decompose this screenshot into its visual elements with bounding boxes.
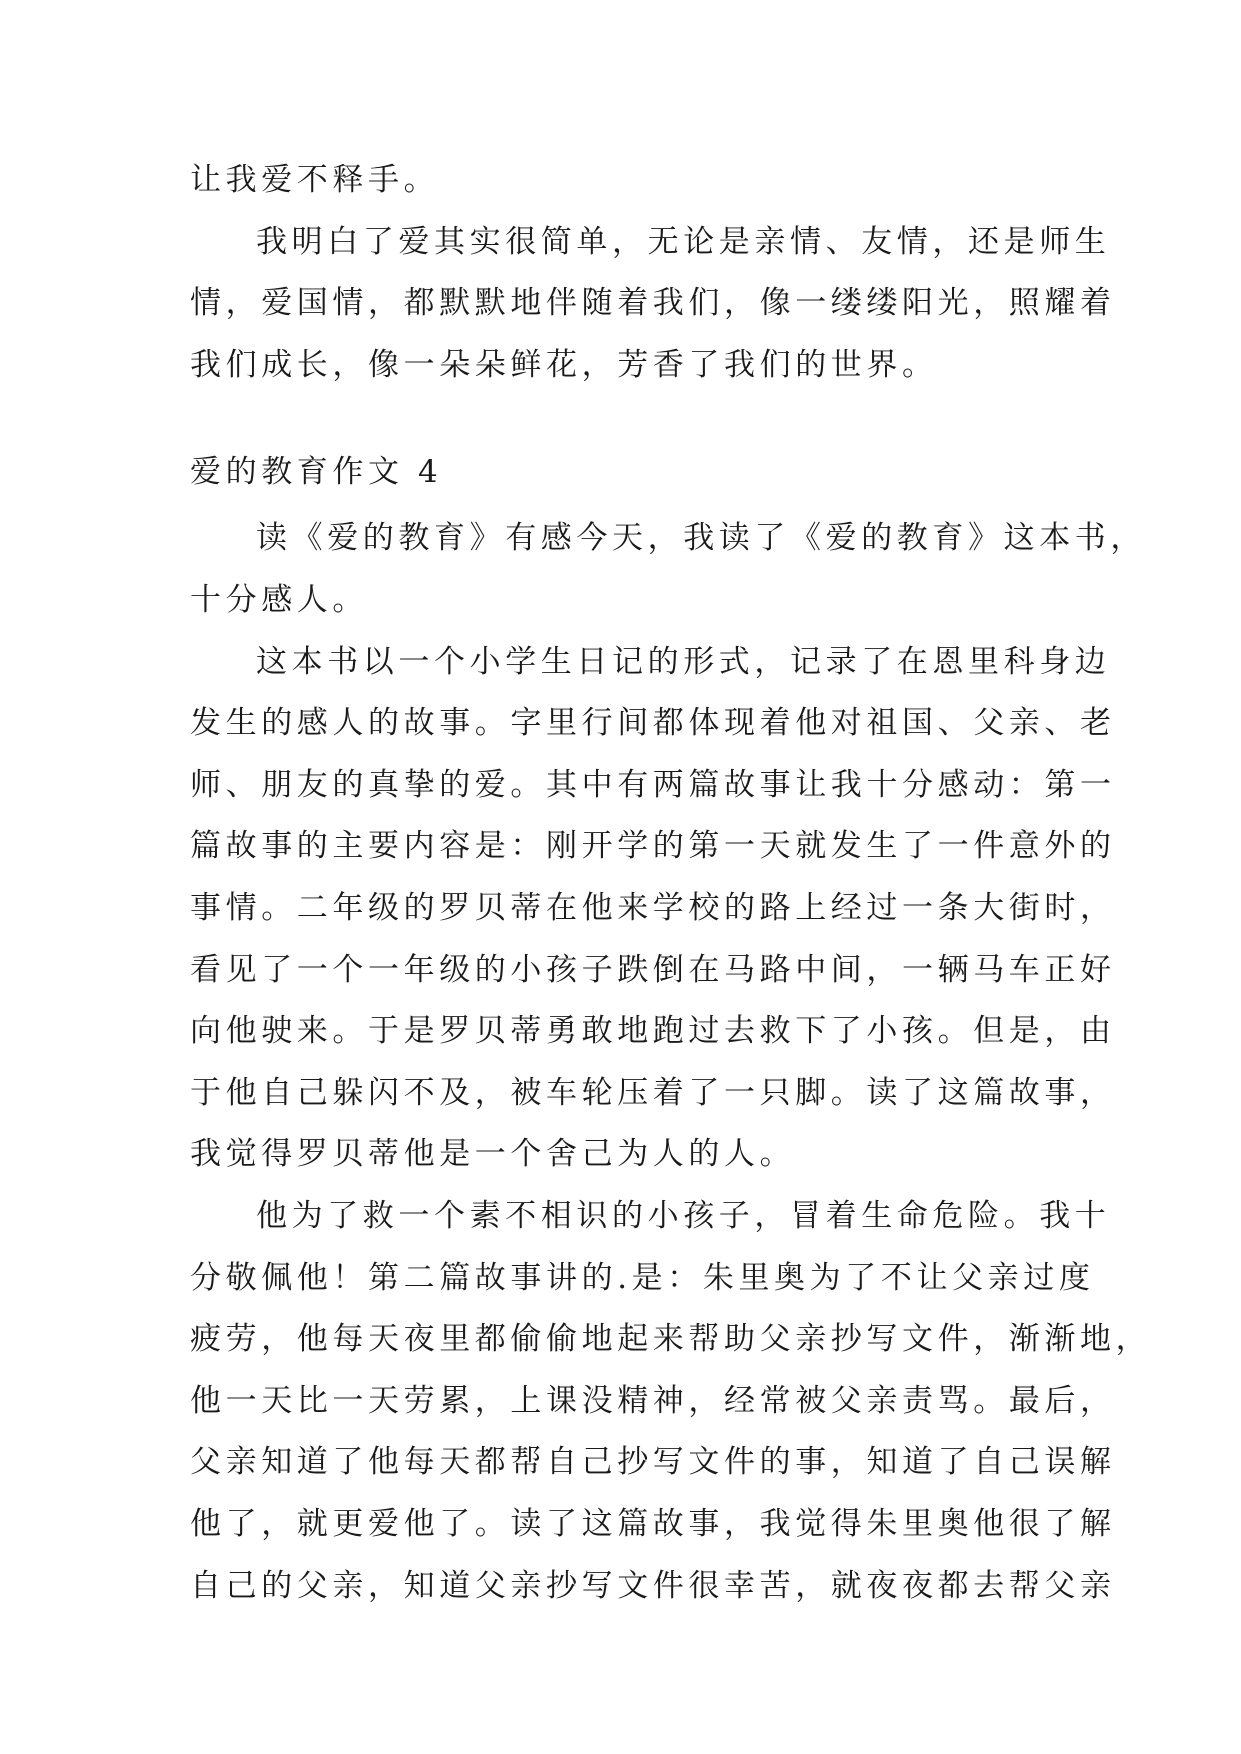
text-line: 于他自己躲闪不及，被车轮压着了一只脚。读了这篇故事，: [190, 1075, 1116, 1111]
text-line: 向他驶来。于是罗贝蒂勇敢地跑过去救下了小孩。但是，由: [190, 1013, 1116, 1049]
text-line: 十分感人。: [190, 582, 368, 618]
text-line: 师、朋友的真挚的爱。其中有两篇故事让我十分感动：第一: [190, 767, 1116, 803]
text-line: 我们成长，像一朵朵鲜花，芳香了我们的世界。: [190, 347, 938, 383]
text-line: 篇故事的主要内容是：刚开学的第一天就发生了一件意外的: [190, 828, 1116, 864]
text-line: 发生的感人的故事。字里行间都体现着他对祖国、父亲、老: [190, 705, 1116, 741]
text-line: 分敬佩他！第二篇故事讲的.是：朱里奥为了不让父亲过度: [190, 1260, 1095, 1296]
text-line: 他为了救一个素不相识的小孩子，冒着生命危险。我十: [256, 1198, 1111, 1234]
text-line: 自己的父亲，知道父亲抄写文件很幸苦，就夜夜都去帮父亲: [190, 1568, 1116, 1604]
text-line: 这本书以一个小学生日记的形式，记录了在恩里科身边: [256, 644, 1111, 680]
text-line: 我明白了爱其实很简单，无论是亲情、友情，还是师生: [256, 224, 1111, 260]
text-line: 他一天比一天劳累，上课没精神，经常被父亲责骂。最后，: [190, 1383, 1116, 1419]
text-line: 他了，就更爱他了。读了这篇故事，我觉得朱里奥他很了解: [190, 1506, 1116, 1542]
text-line: 情，爱国情，都默默地伴随着我们，像一缕缕阳光，照耀着: [190, 285, 1116, 321]
text-line: 疲劳，他每天夜里都偷偷地起来帮助父亲抄写文件，渐渐地，: [190, 1321, 1152, 1357]
text-line: 父亲知道了他每天都帮自己抄写文件的事，知道了自己误解: [190, 1444, 1116, 1480]
text-line: 看见了一个一年级的小孩子跌倒在马路中间，一辆马车正好: [190, 952, 1116, 988]
text-line: 事情。二年级的罗贝蒂在他来学校的路上经过一条大街时，: [190, 890, 1116, 926]
text-line: 让我爱不释手。: [190, 162, 440, 198]
text-line: 我觉得罗贝蒂他是一个舍己为人的人。: [190, 1136, 796, 1172]
text-line: 读《爱的教育》有感今天，我读了《爱的教育》这本书，: [256, 520, 1146, 556]
section-heading: 爱的教育作文 4: [190, 454, 443, 490]
